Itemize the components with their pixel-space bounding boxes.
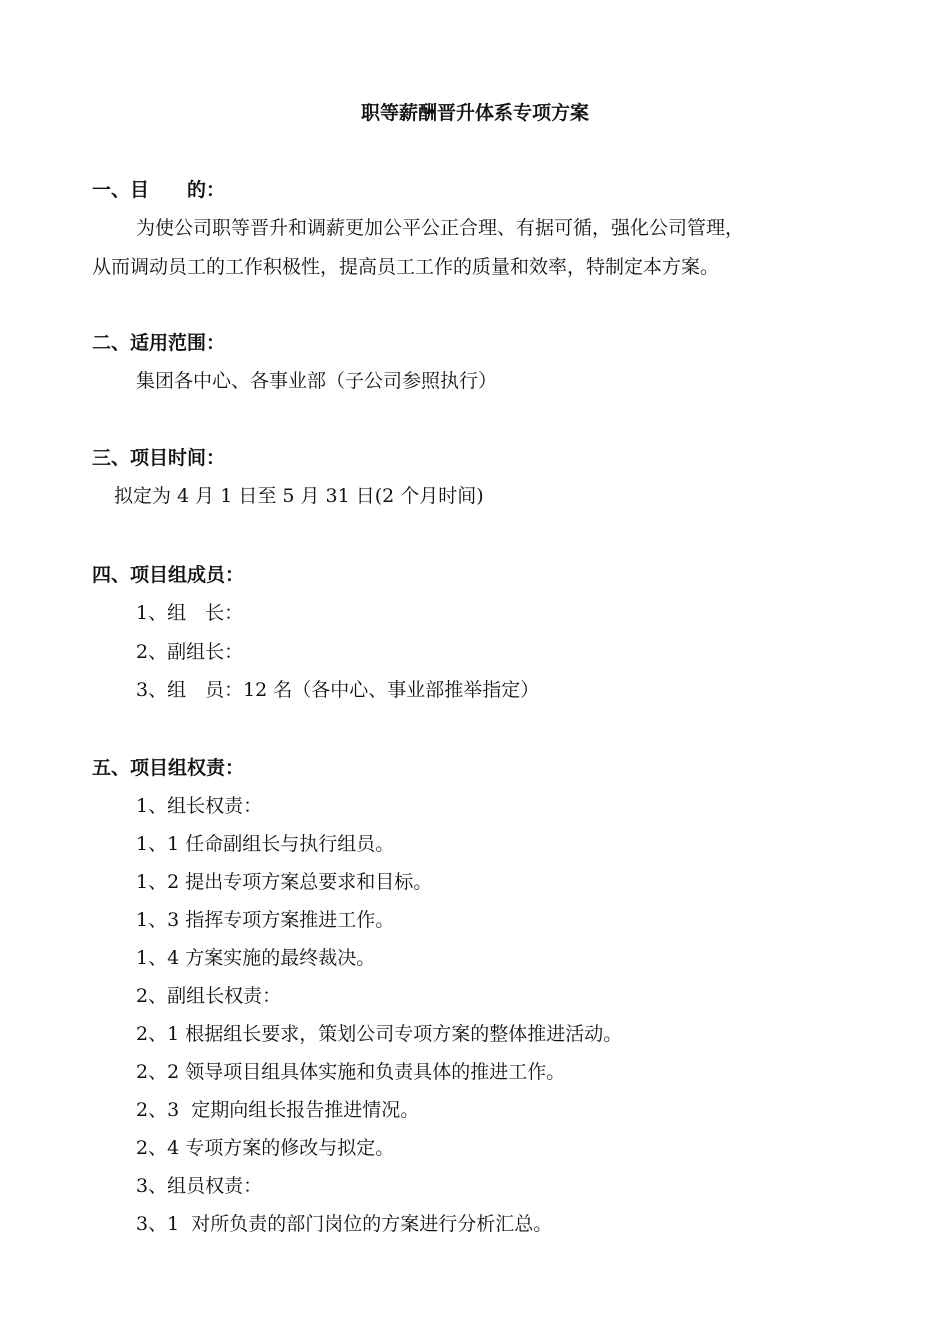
members-line-3: 3、组 员：12 名（各中心、事业部推举指定） (136, 679, 540, 701)
document-title: 职等薪酬晋升体系专项方案 (360, 102, 589, 124)
duties-line-4: 1、3 指挥专项方案推进工作。 (136, 909, 395, 931)
duties-line-10: 2、4 专项方案的修改与拟定。 (136, 1137, 395, 1159)
duties-line-5: 1、4 方案实施的最终裁决。 (136, 947, 376, 969)
scope-line-1: 集团各中心、各事业部（子公司参照执行） (136, 370, 498, 392)
members-line-1: 1、组 长： (136, 602, 244, 624)
section-heading-time: 三、项目时间： (92, 447, 226, 469)
time-line-1: 拟定为 4 月 1 日至 5 月 31 日(2 个月时间) (114, 485, 484, 507)
section-heading-members: 四、项目组成员： (92, 564, 245, 586)
section-heading-purpose: 一、目 的： (92, 179, 226, 201)
section-heading-scope: 二、适用范围： (92, 332, 226, 354)
duties-line-1: 1、组长权责： (136, 795, 263, 817)
duties-line-12: 3、1 对所负责的部门岗位的方案进行分析汇总。 (136, 1213, 553, 1235)
purpose-line-1: 为使公司职等晋升和调薪更加公平公正合理、有据可循，强化公司管理， (136, 217, 745, 239)
section-heading-duties: 五、项目组权责： (92, 757, 245, 779)
duties-line-3: 1、2 提出专项方案总要求和目标。 (136, 871, 433, 893)
members-line-2: 2、副组长： (136, 641, 244, 663)
purpose-line-2: 从而调动员工的工作积极性，提高员工工作的质量和效率，特制定本方案。 (92, 256, 720, 278)
duties-line-7: 2、1 根据组长要求，策划公司专项方案的整体推进活动。 (136, 1023, 623, 1045)
duties-line-9: 2、3 定期向组长报告推进情况。 (136, 1099, 420, 1121)
duties-line-2: 1、1 任命副组长与执行组员。 (136, 833, 395, 855)
duties-line-11: 3、组员权责： (136, 1175, 263, 1197)
duties-line-6: 2、副组长权责： (136, 985, 282, 1007)
duties-line-8: 2、2 领导项目组具体实施和负责具体的推进工作。 (136, 1061, 566, 1083)
